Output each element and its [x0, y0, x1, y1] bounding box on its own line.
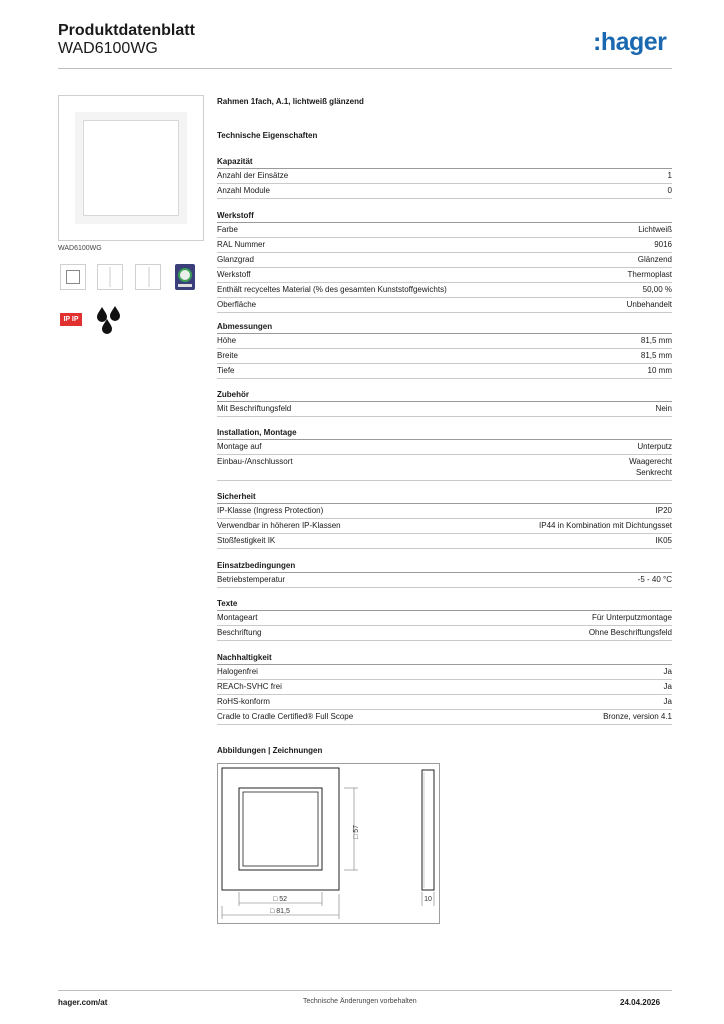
property-value: Bronze, version 4.1: [603, 712, 672, 721]
property-name: Farbe: [217, 225, 238, 234]
property-row: [217, 665, 672, 680]
hager-logo: :hager: [593, 28, 667, 56]
thumbnail-side-2[interactable]: [135, 264, 161, 290]
section: [217, 156, 672, 199]
property-row: [217, 334, 672, 349]
property-value: Ja: [663, 682, 672, 691]
property-row: [217, 268, 672, 283]
property-name: Glanzgrad: [217, 255, 254, 264]
footer-website-link[interactable]: hager.com/at: [58, 998, 108, 1007]
property-name: RoHS-konform: [217, 697, 270, 706]
footer-date: 24.04.2026: [620, 998, 661, 1007]
property-name: Mit Beschriftungsfeld: [217, 404, 292, 413]
property-value: 50,00 %: [642, 285, 672, 294]
section-title: Einsatzbedingungen: [217, 560, 672, 573]
property-value: Für Unterputzmontage: [591, 613, 672, 622]
property-value: Ja: [663, 697, 672, 706]
header-divider: [58, 68, 672, 69]
property-name: Montageart: [217, 613, 258, 622]
section: [217, 389, 672, 417]
property-row: [217, 184, 672, 199]
property-value: 0: [667, 186, 672, 195]
property-name: Enthält recyceltes Material (% des gesamten Kunststoffgewichts): [217, 285, 447, 294]
property-name: Höhe: [217, 336, 237, 345]
property-row: [217, 364, 672, 379]
property-value: Ja: [663, 667, 672, 676]
property-row: [217, 519, 672, 534]
property-value: Glänzend: [637, 255, 672, 264]
section: [217, 427, 672, 481]
property-value: IK05: [655, 536, 672, 545]
section-title: Texte: [217, 598, 672, 611]
section-title: Kapazität: [217, 156, 672, 169]
property-row: [217, 695, 672, 710]
property-row: [217, 626, 672, 641]
section-title: Nachhaltigkeit: [217, 652, 672, 665]
dim-outer-label: □ 81,5: [270, 908, 290, 915]
property-name: Verwendbar in höheren IP-Klassen: [217, 521, 341, 530]
property-name: Betriebstemperatur: [217, 575, 286, 584]
section: [217, 598, 672, 641]
section-title: Installation, Montage: [217, 427, 672, 440]
property-value: 9016: [654, 240, 672, 249]
section-title: Werkstoff: [217, 210, 672, 223]
property-value: Ohne Beschriftungsfeld: [588, 628, 672, 637]
dim-depth-label: 10: [424, 896, 432, 903]
property-value: IP44 in Kombination mit Dichtungsset: [539, 521, 672, 530]
section: [217, 652, 672, 725]
property-value: Nein: [655, 404, 672, 413]
section: [217, 560, 672, 588]
property-name: Halogenfrei: [217, 667, 258, 676]
section: [217, 321, 672, 379]
property-name: Werkstoff: [217, 270, 251, 279]
cradle-to-cradle-icon: [175, 264, 195, 290]
section-title: Zubehör: [217, 389, 672, 402]
property-name: REACh-SVHC frei: [217, 682, 282, 691]
property-name: Anzahl der Einsätze: [217, 171, 289, 180]
property-name: Montage auf: [217, 442, 262, 451]
property-row: [217, 504, 672, 519]
property-name: Stoßfestigkeit IK: [217, 536, 276, 545]
property-row: [217, 402, 672, 417]
property-value: Waagerecht Senkrecht: [629, 457, 672, 477]
property-value: Unbehandelt: [626, 300, 672, 309]
header-title: Produktdatenblatt: [58, 22, 195, 39]
property-row: [217, 710, 672, 725]
property-value: 81,5 mm: [640, 351, 672, 360]
property-value: -5 - 40 °C: [637, 575, 672, 584]
property-row: [217, 223, 672, 238]
header-article-number: WAD6100WG: [58, 40, 158, 57]
property-name: RAL Nummer: [217, 240, 266, 249]
property-row: [217, 298, 672, 313]
property-name: Tiefe: [217, 366, 235, 375]
technical-drawing: [217, 763, 440, 924]
property-row: [217, 283, 672, 298]
property-name: Anzahl Module: [217, 186, 270, 195]
property-name: Einbau-/Anschlussort: [217, 457, 293, 466]
property-row: [217, 455, 672, 481]
property-value: 81,5 mm: [640, 336, 672, 345]
product-description: Rahmen 1fach, A.1, lichtweiß glänzend: [217, 97, 364, 106]
property-row: [217, 440, 672, 455]
property-row: [217, 680, 672, 695]
product-image-caption: WAD6100WG: [58, 245, 102, 252]
section: [217, 491, 672, 549]
property-name: Breite: [217, 351, 238, 360]
property-value: Lichtweiß: [638, 225, 672, 234]
dimension-drawing: [218, 764, 441, 925]
property-name: Cradle to Cradle Certified® Full Scope: [217, 712, 354, 721]
property-value: Thermoplast: [627, 270, 672, 279]
thumbnail-front[interactable]: [60, 264, 86, 290]
property-row: [217, 534, 672, 549]
property-name: Oberfläche: [217, 300, 257, 309]
dim-height-label: □ 57: [353, 825, 360, 839]
property-value: 1: [667, 171, 672, 180]
property-value: 10 mm: [647, 366, 672, 375]
footer-disclaimer: Technische Änderungen vorbehalten: [303, 998, 417, 1005]
property-value: Unterputz: [637, 442, 672, 451]
property-row: [217, 349, 672, 364]
product-image: [58, 95, 204, 241]
ip-rating-icon: IP IP: [60, 313, 82, 326]
section-title: Abmessungen: [217, 321, 672, 334]
property-row: [217, 253, 672, 268]
dim-inner-label: □ 52: [273, 896, 287, 903]
section: [217, 210, 672, 313]
property-row: [217, 238, 672, 253]
property-name: Beschriftung: [217, 628, 262, 637]
drawings-title: Abbildungen | Zeichnungen: [217, 746, 323, 755]
property-row: [217, 169, 672, 184]
property-value: IP20: [655, 506, 672, 515]
section-title: Sicherheit: [217, 491, 672, 504]
property-name: IP-Klasse (Ingress Protection): [217, 506, 324, 515]
frame-illustration: [75, 112, 187, 224]
water-drops-icon: [95, 304, 125, 334]
footer-divider: [58, 990, 672, 991]
property-row: [217, 611, 672, 626]
technical-properties-title: Technische Eigenschaften: [217, 131, 318, 140]
property-row: [217, 573, 672, 588]
thumbnail-side[interactable]: [97, 264, 123, 290]
